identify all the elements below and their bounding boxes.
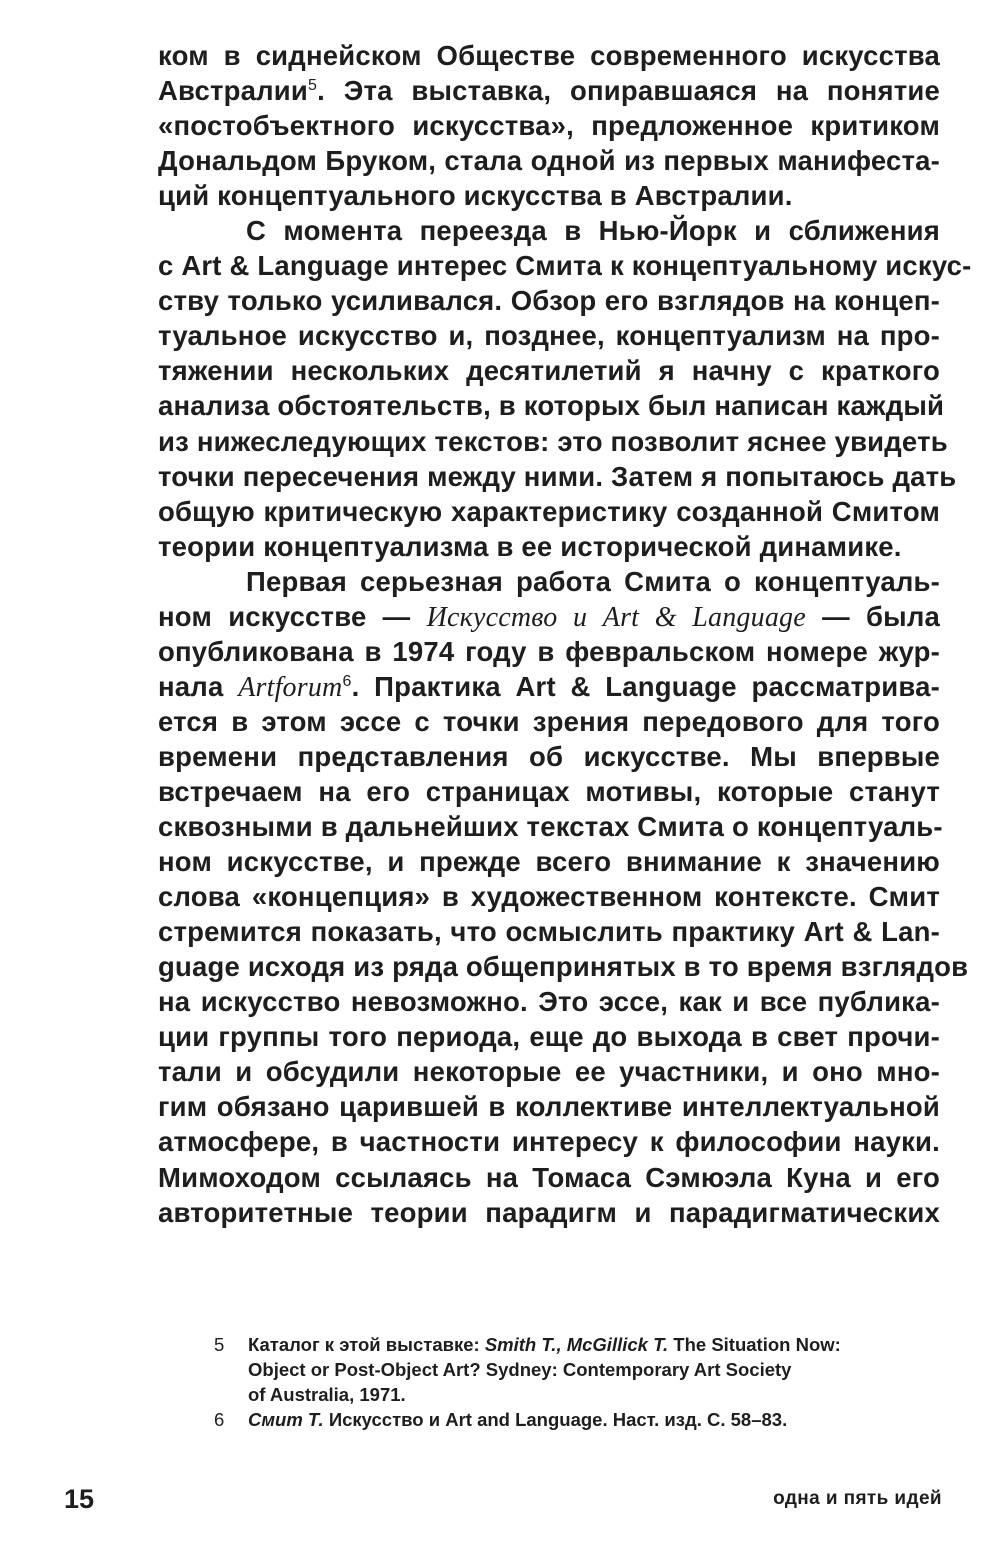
text-line: ции группы того периода, еще до выхода в свет прочи- bbox=[158, 1021, 940, 1053]
text-line: Дональдом Бруком, стала одной из первых манифеста- bbox=[158, 145, 940, 177]
footnote-6 bbox=[214, 1407, 944, 1432]
text-line: ется в этом эссе с точки зрения передового для того bbox=[158, 705, 940, 737]
text-line: туальное искусство и, позднее, концептуализм на про- bbox=[158, 320, 940, 352]
footnote-line bbox=[248, 1332, 944, 1357]
footnote-line: Object or Post-Object Art? Sydney: Contemporary Art Society bbox=[248, 1359, 792, 1380]
text-line: авторитетные теории парадигм и парадигматических bbox=[158, 1196, 940, 1228]
text-line: тяжении нескольких десятилетий я начну с краткого bbox=[158, 355, 940, 387]
text-line bbox=[158, 599, 940, 634]
text-line: стремится показать, что осмыслить практику Art & Lan- bbox=[158, 916, 940, 948]
paragraph-1 bbox=[158, 38, 940, 213]
text-line bbox=[158, 73, 940, 108]
text-fragment: Австралии bbox=[158, 75, 309, 107]
text-line: анализа обстоятельств, в которых был написан каждый bbox=[158, 390, 945, 422]
footnote-line: of Australia, 1971. bbox=[248, 1384, 406, 1405]
journal-title: Artforum bbox=[238, 671, 343, 703]
paragraph-3 bbox=[158, 564, 969, 1230]
essay-title: Искусство и Art & Language bbox=[426, 601, 806, 633]
running-title: одна и пять идей bbox=[773, 1488, 942, 1509]
text-fragment: — была bbox=[822, 600, 941, 632]
text-fragment: Каталог к этой выставке: bbox=[248, 1334, 480, 1355]
text-line: встречаем на его страницах мотивы, которые станут bbox=[158, 775, 940, 807]
text-line: «постобъектного искусства», предложенное критиком bbox=[158, 110, 940, 142]
text-line: с Art & Language интерес Смита к концептуальному искус- bbox=[158, 250, 972, 282]
text-fragment: Искусство и Art and Language. Наст. изд. С. 58–83. bbox=[328, 1409, 788, 1430]
text-line: общую критическую характеристику созданной Смитом bbox=[158, 495, 940, 527]
footnote-number: 5 bbox=[214, 1334, 225, 1355]
text-fragment: нала bbox=[158, 670, 224, 702]
text-line: опубликована в 1974 году в февральском номере жур- bbox=[158, 635, 940, 667]
text-fragment: . Практика Art & Language рассматрива- bbox=[351, 670, 940, 702]
text-line: Мимоходом ссылаясь на Томаса Сэмюэла Куна и его bbox=[158, 1161, 940, 1193]
text-line: ном искусстве, и прежде всего внимание к значению bbox=[158, 846, 940, 878]
text-line: тали и обсудили некоторые ее участники, и оно мно- bbox=[158, 1056, 940, 1088]
paragraph-2 bbox=[158, 213, 972, 563]
text-fragment: ном искусстве — bbox=[158, 600, 411, 632]
text-line bbox=[158, 669, 940, 704]
text-line: Первая серьезная работа Смита о концептуаль- bbox=[246, 565, 940, 597]
text-line: сквозными в дальнейших текстах Смита о концептуаль- bbox=[158, 811, 943, 843]
text-line: ций концептуального искусства в Австралии. bbox=[158, 180, 793, 212]
footnotes bbox=[214, 1332, 944, 1432]
main-text bbox=[158, 38, 972, 1230]
text-line: на искусство невозможно. Это эссе, как и все публика- bbox=[158, 986, 940, 1018]
footnote-ref-6: 6 bbox=[342, 672, 352, 690]
text-fragment: The Situation Now: bbox=[673, 1334, 841, 1355]
footnote-author: Smith T., McGillick T. bbox=[484, 1334, 669, 1355]
text-line: теории концептуализма в ее исторической динамике. bbox=[158, 530, 902, 562]
text-line: атмосфере, в частности интересу к философии науки. bbox=[158, 1126, 940, 1158]
text-line: ком в сиднейском Обществе современного искусства bbox=[158, 40, 940, 71]
text-line: времени представления об искусстве. Мы впервые bbox=[158, 740, 940, 772]
footnote-line bbox=[248, 1407, 944, 1432]
text-line: guage исходя из ряда общепринятых в то время взглядов bbox=[158, 951, 969, 983]
text-line: точки пересечения между ними. Затем я попытаюсь дать bbox=[158, 460, 957, 492]
text-fragment: . Эта выставка, опиравшаяся на понятие bbox=[317, 75, 940, 107]
footnote-5 bbox=[214, 1332, 944, 1407]
text-line: слова «концепция» в художественном контексте. Смит bbox=[158, 881, 940, 913]
footnote-ref-5: 5 bbox=[308, 77, 318, 95]
page-number: 15 bbox=[64, 1484, 95, 1514]
text-line: С момента переезда в Нью-Йорк и сближения bbox=[246, 215, 940, 247]
text-line: ству только усиливался. Обзор его взглядов на концеп- bbox=[158, 285, 940, 317]
footnote-author: Смит Т. bbox=[248, 1409, 324, 1430]
footnote-number: 6 bbox=[214, 1409, 225, 1430]
text-line: из нижеследующих текстов: это позволит яснее увидеть bbox=[158, 425, 948, 457]
text-line: гим обязано царившей в коллективе интеллектуальной bbox=[158, 1091, 940, 1123]
